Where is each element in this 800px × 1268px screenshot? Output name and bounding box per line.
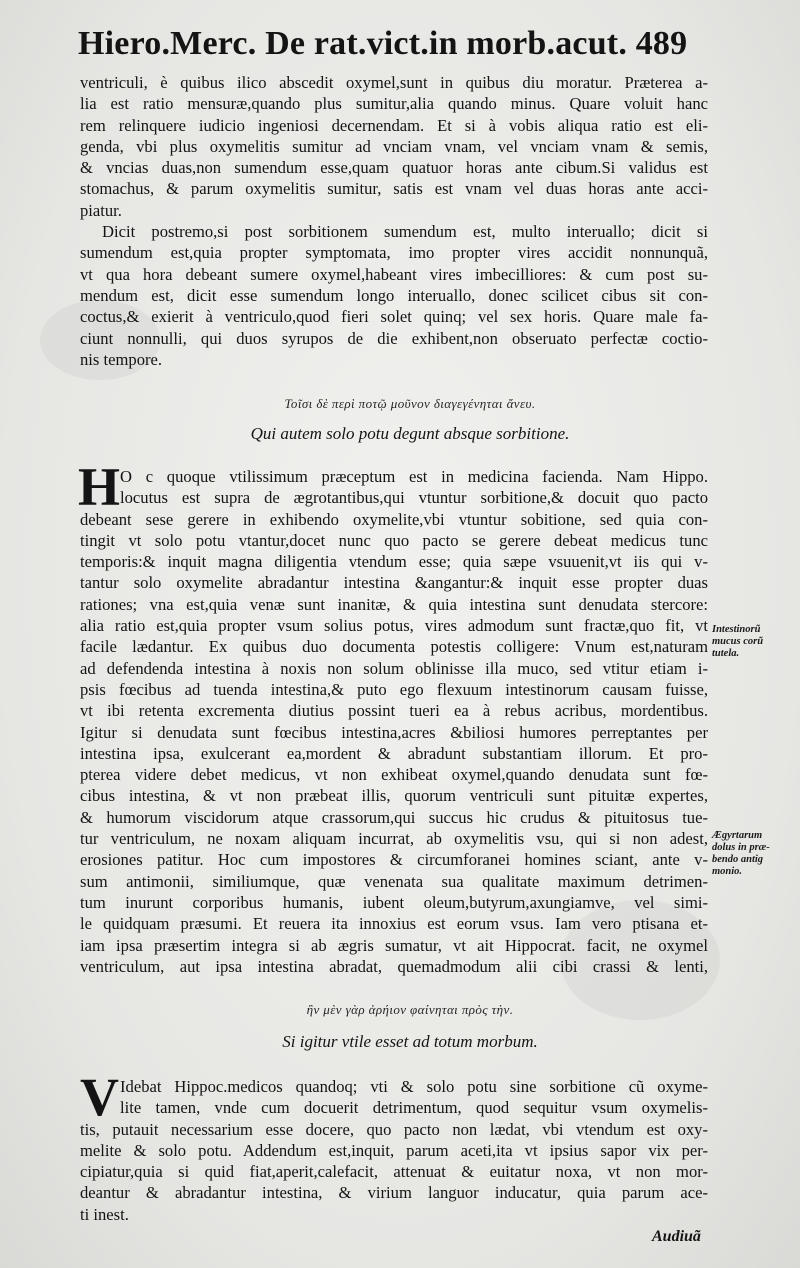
text-line: erosiones patitur. Hoc cum impostores & circumforanei homines sciant, ante v- — [80, 850, 708, 870]
text-line: tur ventriculum, ne noxam aliquam incurrat, ab oxymelitis vsu, qui si non adest, — [80, 829, 708, 849]
text-line: tingit vt solo potu vtantur,docet nunc quo pacto se gerere debeat medicus tunc — [80, 530, 708, 550]
text-line: le quidquam præsumi. Et reuera ita innoxius est eorum vsus. Iam vero ptisana et- — [80, 914, 708, 934]
text-line: vt ibi retenta excrementa diutius possint tueri ea à rebus acribus, mordentibus. — [80, 701, 708, 721]
text-line: locutus est supra de ægrotantibus,qui vtuntur sorbitione,& docuit quo pacto — [120, 488, 708, 508]
text-line: pterea videre debet medicus, vt non exhibeat oxymel,quando denudata sunt fœ- — [80, 765, 708, 785]
page-number: 489 — [635, 25, 688, 62]
text-line: mendum est, dicit esse sumendum longo interuallo, donec scilicet cibus sit con- — [80, 285, 708, 305]
text-line: lia est ratio mensuræ,quando plus sumitur,alia quando minus. Quare voluit hanc — [80, 94, 708, 114]
drop-cap: H — [78, 457, 121, 517]
text-line: Idebat Hippoc.medicos quandoq; vti & solo potu sine sorbitione cũ oxyme- — [120, 1077, 708, 1096]
text-line: psis fœcibus ad tuenda intestina,& puto ego flexuum intestinorum causam fuisse, — [80, 679, 708, 699]
greek-lemma: Τοῖσι δὲ περὶ ποτῷ μοῦνον διαγεγένηται ἄνευ. — [284, 396, 536, 411]
text-line: ventriculi, è quibus ilico abscedit oxymel,sunt in quibus diu moratur. Præterea a- — [80, 73, 708, 92]
margin-note-line: mucus corũ — [712, 636, 764, 647]
text-line: & vncias duas,non sumendum esse,quam quatuor horas ante cibum.Si validus est — [80, 158, 708, 178]
text-line: nis tempore. — [80, 349, 163, 369]
text-line: coctus,& exierit à ventriculo,quod fieri solet quinq; vel sex horis. Quare male fa- — [80, 307, 708, 327]
text-line: piatur. — [80, 200, 122, 220]
text-line: rem relinquere iudicio ingeniosi decernendam. Et si à vobis aliqua ratio est eli- — [80, 115, 708, 135]
text-line: lite tamen, vnde cum docuerit detrimentum, quod sequitur vsum oxymelis- — [120, 1098, 708, 1118]
margin-note-charlatans — [712, 830, 800, 878]
text-line: & humorum viscidorum atque crassorum,qui succus hic crudus & pituitosus tue- — [80, 807, 708, 827]
latin-lemma: Qui autem solo potu degunt absque sorbitione. — [250, 424, 570, 443]
text-line: stomachus, & parum oxymelitis sumitur, satis est vnam vel duas horas ante acci- — [80, 179, 708, 199]
text-line: tum inurunt corporibus humanis, iubent oleum,butyrum,axungiamve, vel simi- — [80, 892, 708, 912]
text-line: sumendum est,quia propter symptomata, imo propter vires accidit nonnunquã, — [80, 243, 708, 263]
margin-note-line: dolus in præ- — [712, 842, 770, 853]
margin-note-line: monio. — [712, 866, 743, 877]
text-line: Igitur si denudata sunt fœcibus intestina,acres &biliosi humores perreptantes per — [80, 722, 708, 742]
paragraph-1 — [80, 72, 708, 370]
text-line: iam ipsa præsertim integra si ab ægris sumatur, vt ait Hippocrat. facit, ne oxymel — [80, 935, 708, 955]
text-line: deantur & abradantur intestina, & virium languor inducatur, quia parum ace- — [80, 1183, 708, 1203]
margin-note-line: Ægyrtarum — [712, 830, 763, 841]
margin-note-line: tutela. — [712, 648, 740, 659]
text-line: vt qua hora debeant sumere oxymel,habeant vires imbecilliores: & cum post su- — [80, 264, 708, 284]
text-line: tis, putauit necessarium esse docere, quo pacto non lædat, vbi vtendum est oxy- — [80, 1119, 708, 1139]
text-line: ad defendenda intestina à noxis non solum oblinisse illa muco, sed vtitur etiam i- — [80, 658, 708, 678]
text-line: tantur solo oxymelite abradantur intestina &angantur:& inquit esse propter duas — [80, 573, 708, 593]
drop-cap: V — [80, 1067, 119, 1127]
text-line: sum antimonii, similiumque, quæ venenata sua qualitate maximum detrimen- — [80, 871, 708, 891]
text-line: rationes; vna est,quia venæ sunt inanitæ, & quia intestina sunt denudata stercore: — [80, 594, 708, 614]
running-title: Hiero.Merc. De rat.vict.in morb.acut. — [78, 25, 628, 62]
text-line: alia ratio est,quia propter vsum solius potus, vires admodum sunt fractæ,quo fit, vt — [80, 616, 708, 636]
text-line: debeant sese gerere in exhibendo oxymelite,vbi vtuntur sobitione, sed quia con- — [80, 509, 708, 529]
text-line: facile lædantur. Ex quibus duo documenta potestis colligere: Vnum est,naturam — [80, 637, 708, 657]
catchword: Audiuã — [652, 1228, 701, 1245]
margin-note-line: Intestinorũ — [712, 624, 761, 635]
latin-lemma: Si igitur vtile esset ad totum morbum. — [282, 1032, 538, 1051]
margin-note-intestines — [712, 624, 800, 660]
text-line: ciunt nonnulli, qui duos syrupos de die exhibent,non obseruato perfectæ coctio- — [80, 328, 708, 348]
running-header — [78, 20, 718, 68]
margin-note-line: bendo antig — [712, 854, 764, 865]
text-line: intestina ipsa, exulcerant ea,mordent & abradunt substantiam illorum. Et pro- — [80, 743, 708, 763]
text-line: cipiatur,quia si quid fiat,aperit,calefacit, attenuat & euitatur noxa, vt non mor- — [80, 1162, 708, 1182]
text-line: ventriculum, aut ipsa intestina abradat, quemadmodum alii cibi crassi & lenti, — [80, 956, 708, 976]
greek-lemma: ἢν μὲν γὰρ ἀρήιον φαίνηται πρὸς τὴν. — [306, 1002, 514, 1017]
text-line: cibus intestina, & vt non præbeat illis, quorum ventriculi sunt pituitæ expertes, — [80, 786, 708, 806]
text-line: temporis:& inquit magna diligentia vtendum esse; quia sæpe vsuuenit,vt iis qui v- — [80, 552, 708, 572]
text-line: genda, vbi plus oxymelitis sumitur ad vnciam vnam, vel vnciam vnam & semis, — [80, 136, 708, 156]
text-line: melite & solo potu. Addendum est,inquit, parum aceti,ita vt ipsius sapor vix per- — [80, 1140, 708, 1160]
text-line: Dicit postremo,si post sorbitionem sumendum est, multo interuallo; dicit si — [102, 222, 708, 242]
text-line: ti inest. — [80, 1204, 129, 1224]
text-line: O c quoque vtilissimum præceptum est in medicina facienda. Nam Hippo. — [120, 467, 708, 486]
commentary-section-1 — [80, 466, 708, 977]
commentary-section-2 — [80, 1076, 708, 1225]
